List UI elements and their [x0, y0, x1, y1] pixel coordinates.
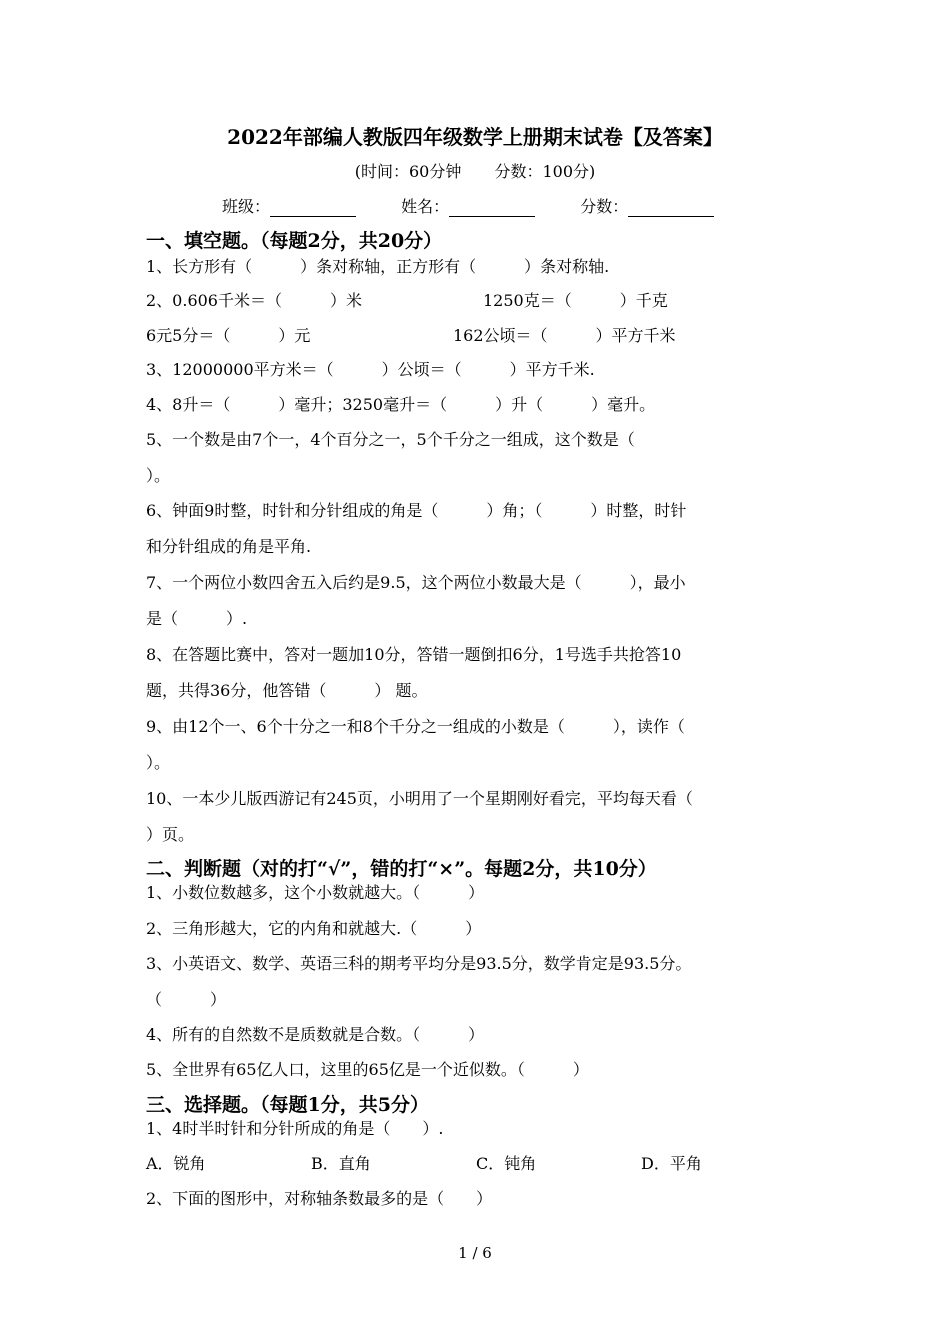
- s2-q4: 4、所有的自然数不是质数就是合数。（ ）: [146, 1025, 485, 1044]
- class-label: 班级：: [222, 197, 271, 216]
- s1-q8b: 题，共得36分，他答错（ ） 题。: [146, 681, 428, 700]
- score-info: 分数：100分): [494, 162, 596, 181]
- s1-q10b: ）页。: [146, 825, 195, 844]
- exam-title: 2022年部编人教版四年级数学上册期末试卷【及答案】: [227, 125, 723, 149]
- s3-q1: 1、4时半时针和分针所成的角是（ ）.: [146, 1119, 444, 1138]
- class-field: [222, 194, 356, 217]
- page-number: 1 / 6: [458, 1244, 492, 1262]
- s1-q9b: ）。: [146, 753, 171, 772]
- s1-q6a: 6、钟面9时整，时针和分针组成的角是（ ）角；（ ）时整，时针: [146, 501, 687, 520]
- section2-heading: 二、判断题（对的打“√”，错的打“×”。每题2分，共10分）: [146, 858, 657, 880]
- s2-q2: 2、三角形越大，它的内角和就越大.（ ）: [146, 919, 482, 938]
- s1-q8a: 8、在答题比赛中，答对一题加10分，答错一题倒扣6分，1号选手共抢答10: [146, 645, 682, 664]
- s1-q2c: 6元5分＝（ ）元: [146, 326, 311, 345]
- s1-q5b: ）。: [146, 466, 171, 485]
- name-blank[interactable]: [449, 200, 535, 217]
- s2-q5: 5、全世界有65亿人口，这里的65亿是一个近似数。（ ）: [146, 1060, 589, 1079]
- s1-q2a: 2、0.606千米＝（ ）米: [146, 291, 362, 310]
- s2-q3b: （ ）: [146, 990, 227, 1009]
- s1-q9a: 9、由12个一、6个十分之一和8个千分之一组成的小数是（ ），读作（: [146, 717, 685, 736]
- s3-q1-option-d: D．平角: [641, 1154, 702, 1173]
- s1-q3: 3、12000000平方米＝（ ）公顷＝（ ）平方千米.: [146, 360, 595, 379]
- section3-heading: 三、选择题。（每题1分，共5分）: [146, 1094, 429, 1116]
- s3-q2: 2、下面的图形中，对称轴条数最多的是（ ）: [146, 1189, 493, 1208]
- s3-q1-option-b: B．直角: [311, 1154, 371, 1173]
- s1-q2b: 1250克＝（ ）千克: [483, 291, 668, 310]
- s3-q1-option-a: A．锐角: [146, 1154, 206, 1173]
- score-label: 分数：: [580, 197, 629, 216]
- s2-q3a: 3、小英语文、数学、英语三科的期考平均分是93.5分，数学肯定是93.5分。: [146, 954, 692, 973]
- s1-q10a: 10、一本少儿版西游记有245页，小明用了一个星期刚好看完，平均每天看（: [146, 789, 693, 808]
- s1-q1: 1、长方形有（ ）条对称轴，正方形有（ ）条对称轴.: [146, 257, 610, 276]
- s1-q4: 4、8升＝（ ）毫升；3250毫升＝（ ）升（ ）毫升。: [146, 395, 656, 414]
- s3-q1-option-c: C．钝角: [476, 1154, 537, 1173]
- s1-q2d: 162公顷＝（ ）平方千米: [453, 326, 676, 345]
- name-field: [401, 194, 535, 217]
- s1-q7a: 7、一个两位小数四舍五入后约是9.5，这个两位小数最大是（ ），最小: [146, 573, 686, 592]
- name-label: 姓名：: [401, 197, 450, 216]
- s1-q5a: 5、一个数是由7个一，4个百分之一，5个千分之一组成，这个数是（: [146, 430, 635, 449]
- exam-subtitle: [0, 159, 950, 182]
- s1-q6b: 和分针组成的角是平角.: [146, 537, 312, 556]
- section1-heading: 一、填空题。（每题2分，共20分）: [146, 230, 443, 252]
- time-info: (时间：60分钟: [354, 162, 462, 181]
- class-blank[interactable]: [270, 200, 356, 217]
- score-blank[interactable]: [628, 200, 714, 217]
- score-field: [580, 194, 714, 217]
- s1-q7b: 是（ ）.: [146, 609, 248, 628]
- s2-q1: 1、小数位数越多，这个小数就越大。（ ）: [146, 883, 485, 902]
- student-info: [222, 194, 754, 217]
